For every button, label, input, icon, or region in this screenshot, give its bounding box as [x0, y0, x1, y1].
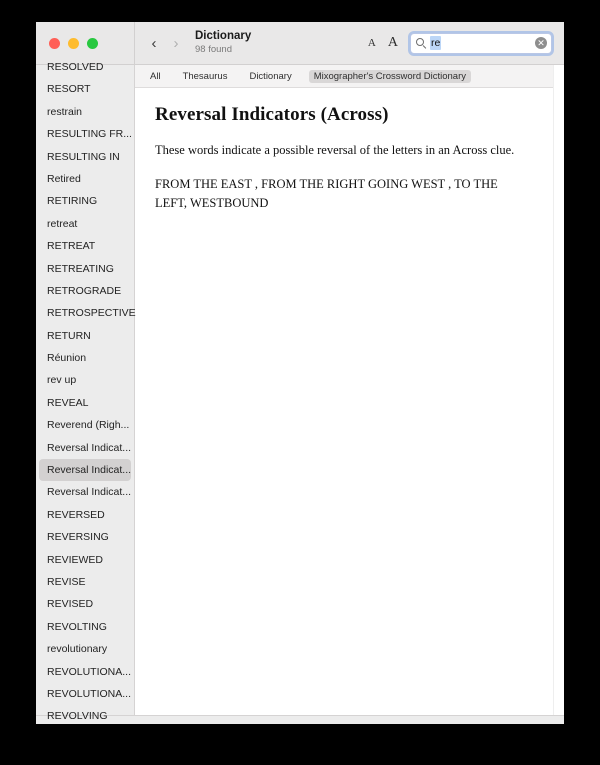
list-item[interactable]: REVOLUTIONA... — [47, 665, 132, 678]
minimize-window-button[interactable] — [68, 38, 79, 49]
list-item[interactable]: RETROGRADE — [47, 284, 122, 297]
list-item[interactable]: REVOLUTIONA... — [47, 687, 132, 700]
list-item[interactable]: RESULTING FR... — [47, 128, 132, 141]
list-item[interactable]: RESOLVED — [47, 61, 104, 73]
list-item[interactable]: RETREATING — [47, 262, 114, 275]
list-item[interactable]: Reversal Indicat... — [47, 486, 132, 499]
list-item[interactable]: restrain — [47, 105, 83, 118]
document-title-block — [195, 30, 251, 55]
list-item[interactable]: RESORT — [47, 83, 91, 96]
list-item[interactable]: Reverend (Righ... — [47, 419, 130, 432]
search-input[interactable]: re — [431, 37, 441, 49]
article-body — [135, 88, 553, 715]
list-item[interactable]: Reversal Indicat... — [47, 441, 132, 454]
list-item[interactable]: Réunion — [47, 352, 87, 365]
dictionary-window — [36, 22, 564, 724]
list-item[interactable]: rev up — [47, 374, 77, 387]
increase-font-button[interactable]: A — [387, 35, 398, 50]
search-field[interactable] — [410, 33, 552, 54]
tab-thesaurus[interactable]: Thesaurus — [182, 70, 228, 82]
list-item[interactable]: REVISED — [47, 598, 94, 611]
list-item[interactable]: retreat — [47, 217, 78, 230]
list-item[interactable]: RESULTING IN — [47, 150, 120, 163]
list-item[interactable]: REVOLTING — [47, 620, 107, 633]
titlebar-toolbar — [134, 22, 564, 64]
list-item[interactable]: REVIEWED — [47, 553, 104, 566]
page-title: Dictionary — [195, 30, 252, 43]
list-item[interactable]: REVEAL — [47, 396, 89, 409]
window-controls — [36, 38, 134, 49]
tab-crossword-dictionary[interactable]: Mixographer's Crossword Dictionary — [309, 70, 471, 83]
list-item[interactable]: REVISE — [47, 575, 86, 588]
forward-button[interactable]: › — [173, 34, 179, 52]
entry-title: Reversal Indicators (Across) — [155, 104, 389, 125]
clear-search-icon[interactable]: ✕ — [535, 37, 547, 49]
entry-description: These words indicate a possible reversal of the letters in an Across clue. — [155, 143, 515, 157]
results-count: 98 found — [195, 43, 232, 55]
entry-terms: FROM THE EAST , FROM THE RIGHT GOING WEST , TO THE LEFT, WESTBOUND — [155, 176, 498, 210]
list-item[interactable]: revolutionary — [47, 643, 108, 656]
content-pane — [135, 65, 553, 715]
list-item[interactable]: RETURN — [47, 329, 91, 342]
list-item[interactable]: REVERSING — [47, 531, 109, 544]
list-item[interactable]: REVERSED — [47, 508, 105, 521]
zoom-window-button[interactable] — [87, 38, 98, 49]
list-item[interactable]: RETROSPECTIVE — [47, 307, 136, 320]
list-item-selected[interactable]: Reversal Indicat... — [39, 459, 131, 481]
close-window-button[interactable] — [49, 38, 60, 49]
list-item[interactable]: REVOLVING — [47, 710, 108, 723]
back-button[interactable]: ‹ — [151, 34, 157, 52]
tab-dictionary[interactable]: Dictionary — [249, 70, 292, 82]
results-sidebar[interactable] — [36, 61, 136, 723]
search-icon — [415, 37, 427, 49]
list-item[interactable]: Retired — [47, 172, 81, 185]
tab-all[interactable]: All — [150, 70, 161, 82]
content-scrollbar[interactable] — [553, 65, 564, 715]
list-item[interactable]: RETIRING — [47, 195, 98, 208]
window-body — [36, 61, 564, 723]
font-size-controls — [368, 35, 398, 51]
list-item[interactable]: RETREAT — [47, 240, 96, 253]
results-list — [36, 56, 134, 728]
decrease-font-button[interactable]: A — [367, 37, 376, 49]
source-tabs — [135, 65, 553, 88]
